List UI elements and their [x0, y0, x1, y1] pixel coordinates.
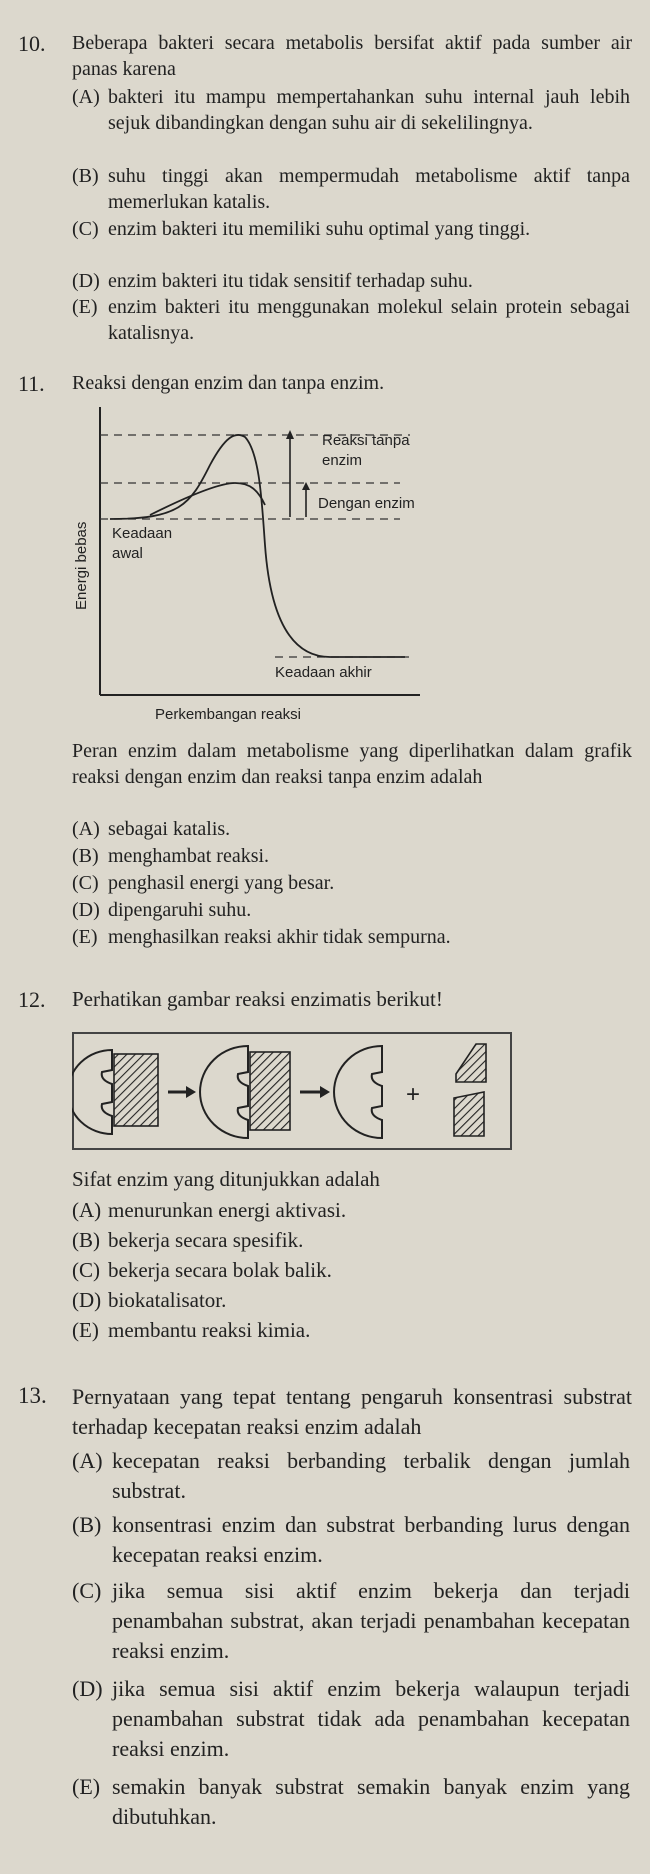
option-letter: (B)	[72, 1228, 100, 1252]
option-letter: (D)	[72, 899, 100, 921]
question-stem: Perhatikan gambar reaksi enzimatis berikut!	[72, 987, 443, 1011]
option-text: enzim bakteri itu menggunakan molekul selain protein sebagai katalisnya.	[108, 296, 630, 344]
question-10-header	[18, 30, 72, 58]
option-letter: (C)	[72, 1258, 100, 1282]
option-c	[72, 1256, 632, 1285]
question-text: Sifat enzim yang ditunjukkan adalah	[72, 1167, 380, 1191]
label-no-enzyme-2: enzim	[322, 452, 363, 469]
option-letter: (C)	[72, 872, 99, 894]
option-letter: (D)	[72, 1676, 103, 1701]
option-a	[72, 84, 632, 136]
option-a	[72, 1196, 632, 1225]
option-letter: (A)	[72, 1448, 103, 1473]
question-stem: Reaksi dengan enzim dan tanpa enzim.	[72, 372, 385, 394]
option-d	[72, 897, 632, 923]
label-initial-state-2: awal	[112, 545, 143, 562]
option-text: bekerja secara bolak balik.	[108, 1258, 332, 1282]
option-letter: (D)	[72, 1288, 102, 1312]
curve-with-enzyme	[150, 483, 265, 515]
option-text: penghasil energi yang besar.	[108, 872, 335, 894]
arrow-1-head	[186, 1086, 196, 1098]
option-letter: (C)	[72, 218, 99, 240]
option-text: bekerja secara spesifik.	[108, 1228, 304, 1252]
option-letter: (E)	[72, 1318, 99, 1342]
enzyme-shape-3	[334, 1046, 382, 1138]
option-a	[72, 1446, 632, 1506]
option-text: menghasilkan reaksi akhir tidak sempurna.	[108, 926, 451, 948]
label-initial-state-1: Keadaan	[112, 525, 173, 542]
x-axis-label: Perkembangan reaksi	[155, 706, 301, 723]
substrate-bound-1	[114, 1054, 158, 1126]
enzyme-shape-2	[200, 1046, 248, 1138]
option-text: jika semua sisi aktif enzim bekerja dan terjadi penambahan substrat, akan terjadi penambahan kecepatan reaksi enzim.	[112, 1578, 630, 1663]
product-2	[454, 1092, 484, 1136]
option-text: jika semua sisi aktif enzim bekerja walaupun terjadi penambahan substrat tidak ada penambahan kecepatan reaksi enzim.	[112, 1676, 630, 1761]
option-b	[72, 1510, 632, 1570]
option-e	[72, 1772, 632, 1832]
option-text: dipengaruhi suhu.	[108, 899, 252, 921]
option-text: biokatalisator.	[108, 1288, 227, 1312]
question-stem: Beberapa bakteri secara metabolis bersifat aktif pada sumber air panas karena	[72, 32, 632, 80]
option-letter: (B)	[72, 165, 99, 187]
option-letter: (E)	[72, 926, 98, 948]
option-text: bakteri itu mampu mempertahankan suhu internal jauh lebih sejuk dibandingkan dengan suhu air di sekelilingnya.	[108, 86, 630, 134]
option-c	[72, 1576, 632, 1666]
option-letter: (E)	[72, 296, 98, 318]
question-number: 13.	[18, 1383, 47, 1408]
question-number: 12.	[18, 987, 46, 1012]
question-number: 10.	[18, 31, 46, 56]
option-c	[72, 870, 632, 896]
question-11-header	[18, 370, 72, 398]
option-text: sebagai katalis.	[108, 818, 231, 840]
option-e	[72, 924, 632, 950]
option-text: kecepatan reaksi berbanding terbalik dengan jumlah substrat.	[112, 1448, 630, 1503]
option-a	[72, 816, 632, 842]
option-text: menghambat reaksi.	[108, 845, 270, 867]
enzyme-substrate-complex	[250, 1052, 290, 1130]
option-b	[72, 1226, 632, 1255]
label-final-state: Keadaan akhir	[275, 664, 372, 681]
option-text: membantu reaksi kimia.	[108, 1318, 311, 1342]
enzyme-shape-1	[72, 1050, 112, 1134]
energy-graph	[60, 395, 430, 730]
option-letter: (B)	[72, 1512, 102, 1537]
question-number: 11.	[18, 371, 45, 396]
option-d	[72, 268, 632, 294]
option-letter: (D)	[72, 270, 100, 292]
option-letter: (E)	[72, 1774, 101, 1799]
option-text: menurunkan energi aktivasi.	[108, 1198, 347, 1222]
option-letter: (C)	[72, 1578, 102, 1603]
question-12-header	[18, 986, 72, 1014]
option-letter: (A)	[72, 86, 100, 108]
arrow-2-head	[320, 1086, 330, 1098]
label-with-enzyme: Dengan enzim	[318, 495, 415, 512]
option-b	[72, 843, 632, 869]
option-b	[72, 163, 632, 215]
option-letter: (B)	[72, 845, 99, 867]
option-d	[72, 1674, 632, 1764]
question-13-header	[18, 1382, 72, 1410]
option-e	[72, 294, 632, 346]
question-text: Peran enzim dalam metabolisme yang diperlihatkan dalam grafik reaksi dengan enzim dan reaksi tanpa enzim adalah	[72, 740, 632, 788]
option-text: enzim bakteri itu memiliki suhu optimal yang tinggi.	[108, 218, 531, 240]
plus-sign: +	[406, 1081, 421, 1108]
option-c	[72, 216, 632, 242]
option-text: konsentrasi enzim dan substrat berbanding lurus dengan kecepatan reaksi enzim.	[112, 1512, 630, 1567]
question-stem: Pernyataan yang tepat tentang pengaruh konsentrasi substrat terhadap kecepatan reaksi enzim adalah	[72, 1384, 632, 1439]
option-text: suhu tinggi akan mempermudah metabolisme aktif tanpa memerlukan katalis.	[108, 165, 630, 213]
option-letter: (A)	[72, 1198, 102, 1222]
product-1	[456, 1044, 486, 1082]
option-e	[72, 1316, 632, 1345]
option-text: enzim bakteri itu tidak sensitif terhadap suhu.	[108, 270, 473, 292]
option-d	[72, 1286, 632, 1315]
label-no-enzyme-1: Reaksi tanpa	[322, 432, 410, 449]
enzyme-reaction-diagram	[72, 1032, 512, 1150]
option-text: semakin banyak substrat semakin banyak enzim yang dibutuhkan.	[112, 1774, 630, 1829]
option-letter: (A)	[72, 818, 100, 840]
y-axis-label: Energi bebas	[73, 521, 90, 610]
